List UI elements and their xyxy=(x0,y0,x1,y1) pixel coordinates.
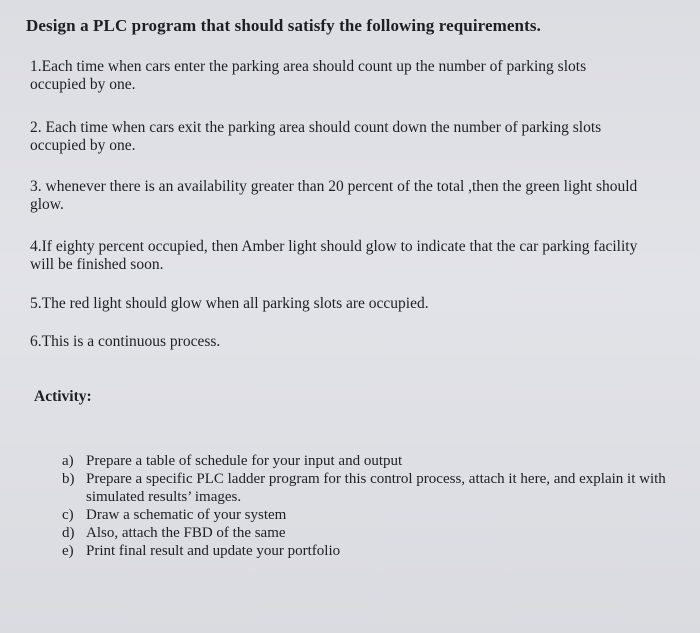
requirement-2-line-2: occupied by one. xyxy=(30,137,136,154)
activity-item-text: Prepare a specific PLC ladder program for this control process, attach it here, and explain it with simulated results’ images. xyxy=(86,471,666,505)
requirement-1-line-2: occupied by one. xyxy=(30,76,136,93)
requirement-6 xyxy=(30,333,690,351)
activity-heading: Activity: xyxy=(34,388,92,405)
requirement-1 xyxy=(30,58,690,94)
activity-item-c xyxy=(62,506,682,524)
requirement-3-line-2: glow. xyxy=(30,196,64,213)
activity-item-marker: b) xyxy=(62,471,75,487)
activity-item-text: Also, attach the FBD of the same xyxy=(86,525,286,541)
document-title: Design a PLC program that should satisfy the following requirements. xyxy=(26,16,541,35)
activity-item-b xyxy=(62,470,682,506)
activity-item-d xyxy=(62,524,682,542)
activity-item-marker: d) xyxy=(62,525,75,541)
activity-item-text: Prepare a table of schedule for your input and output xyxy=(86,453,403,469)
requirement-3 xyxy=(30,178,690,214)
requirement-6-line-1: 6.This is a continuous process. xyxy=(30,333,221,350)
activity-item-a xyxy=(62,452,682,470)
activity-list xyxy=(62,452,682,560)
requirement-4-line-2: will be finished soon. xyxy=(30,256,164,273)
activity-item-e xyxy=(62,542,682,560)
requirement-4-line-1: 4.If eighty percent occupied, then Amber light should glow to indicate that the car parking facility xyxy=(30,238,638,255)
activity-item-text: Print final result and update your portfolio xyxy=(86,543,341,559)
requirement-2-line-1: 2. Each time when cars exit the parking area should count down the number of parking slots xyxy=(30,119,602,136)
requirement-5-line-1: 5.The red light should glow when all parking slots are occupied. xyxy=(30,295,429,312)
activity-item-marker: a) xyxy=(62,453,74,469)
requirement-1-line-1: 1.Each time when cars enter the parking area should count up the number of parking slots xyxy=(30,58,587,75)
activity-item-marker: c) xyxy=(62,507,74,523)
activity-item-text: Draw a schematic of your system xyxy=(86,507,287,523)
requirement-5 xyxy=(30,295,690,313)
requirement-2 xyxy=(30,119,690,155)
requirement-3-line-1: 3. whenever there is an availability greater than 20 percent of the total ,then the green light should xyxy=(30,178,638,195)
requirement-4 xyxy=(30,238,690,274)
activity-item-marker: e) xyxy=(62,543,74,559)
